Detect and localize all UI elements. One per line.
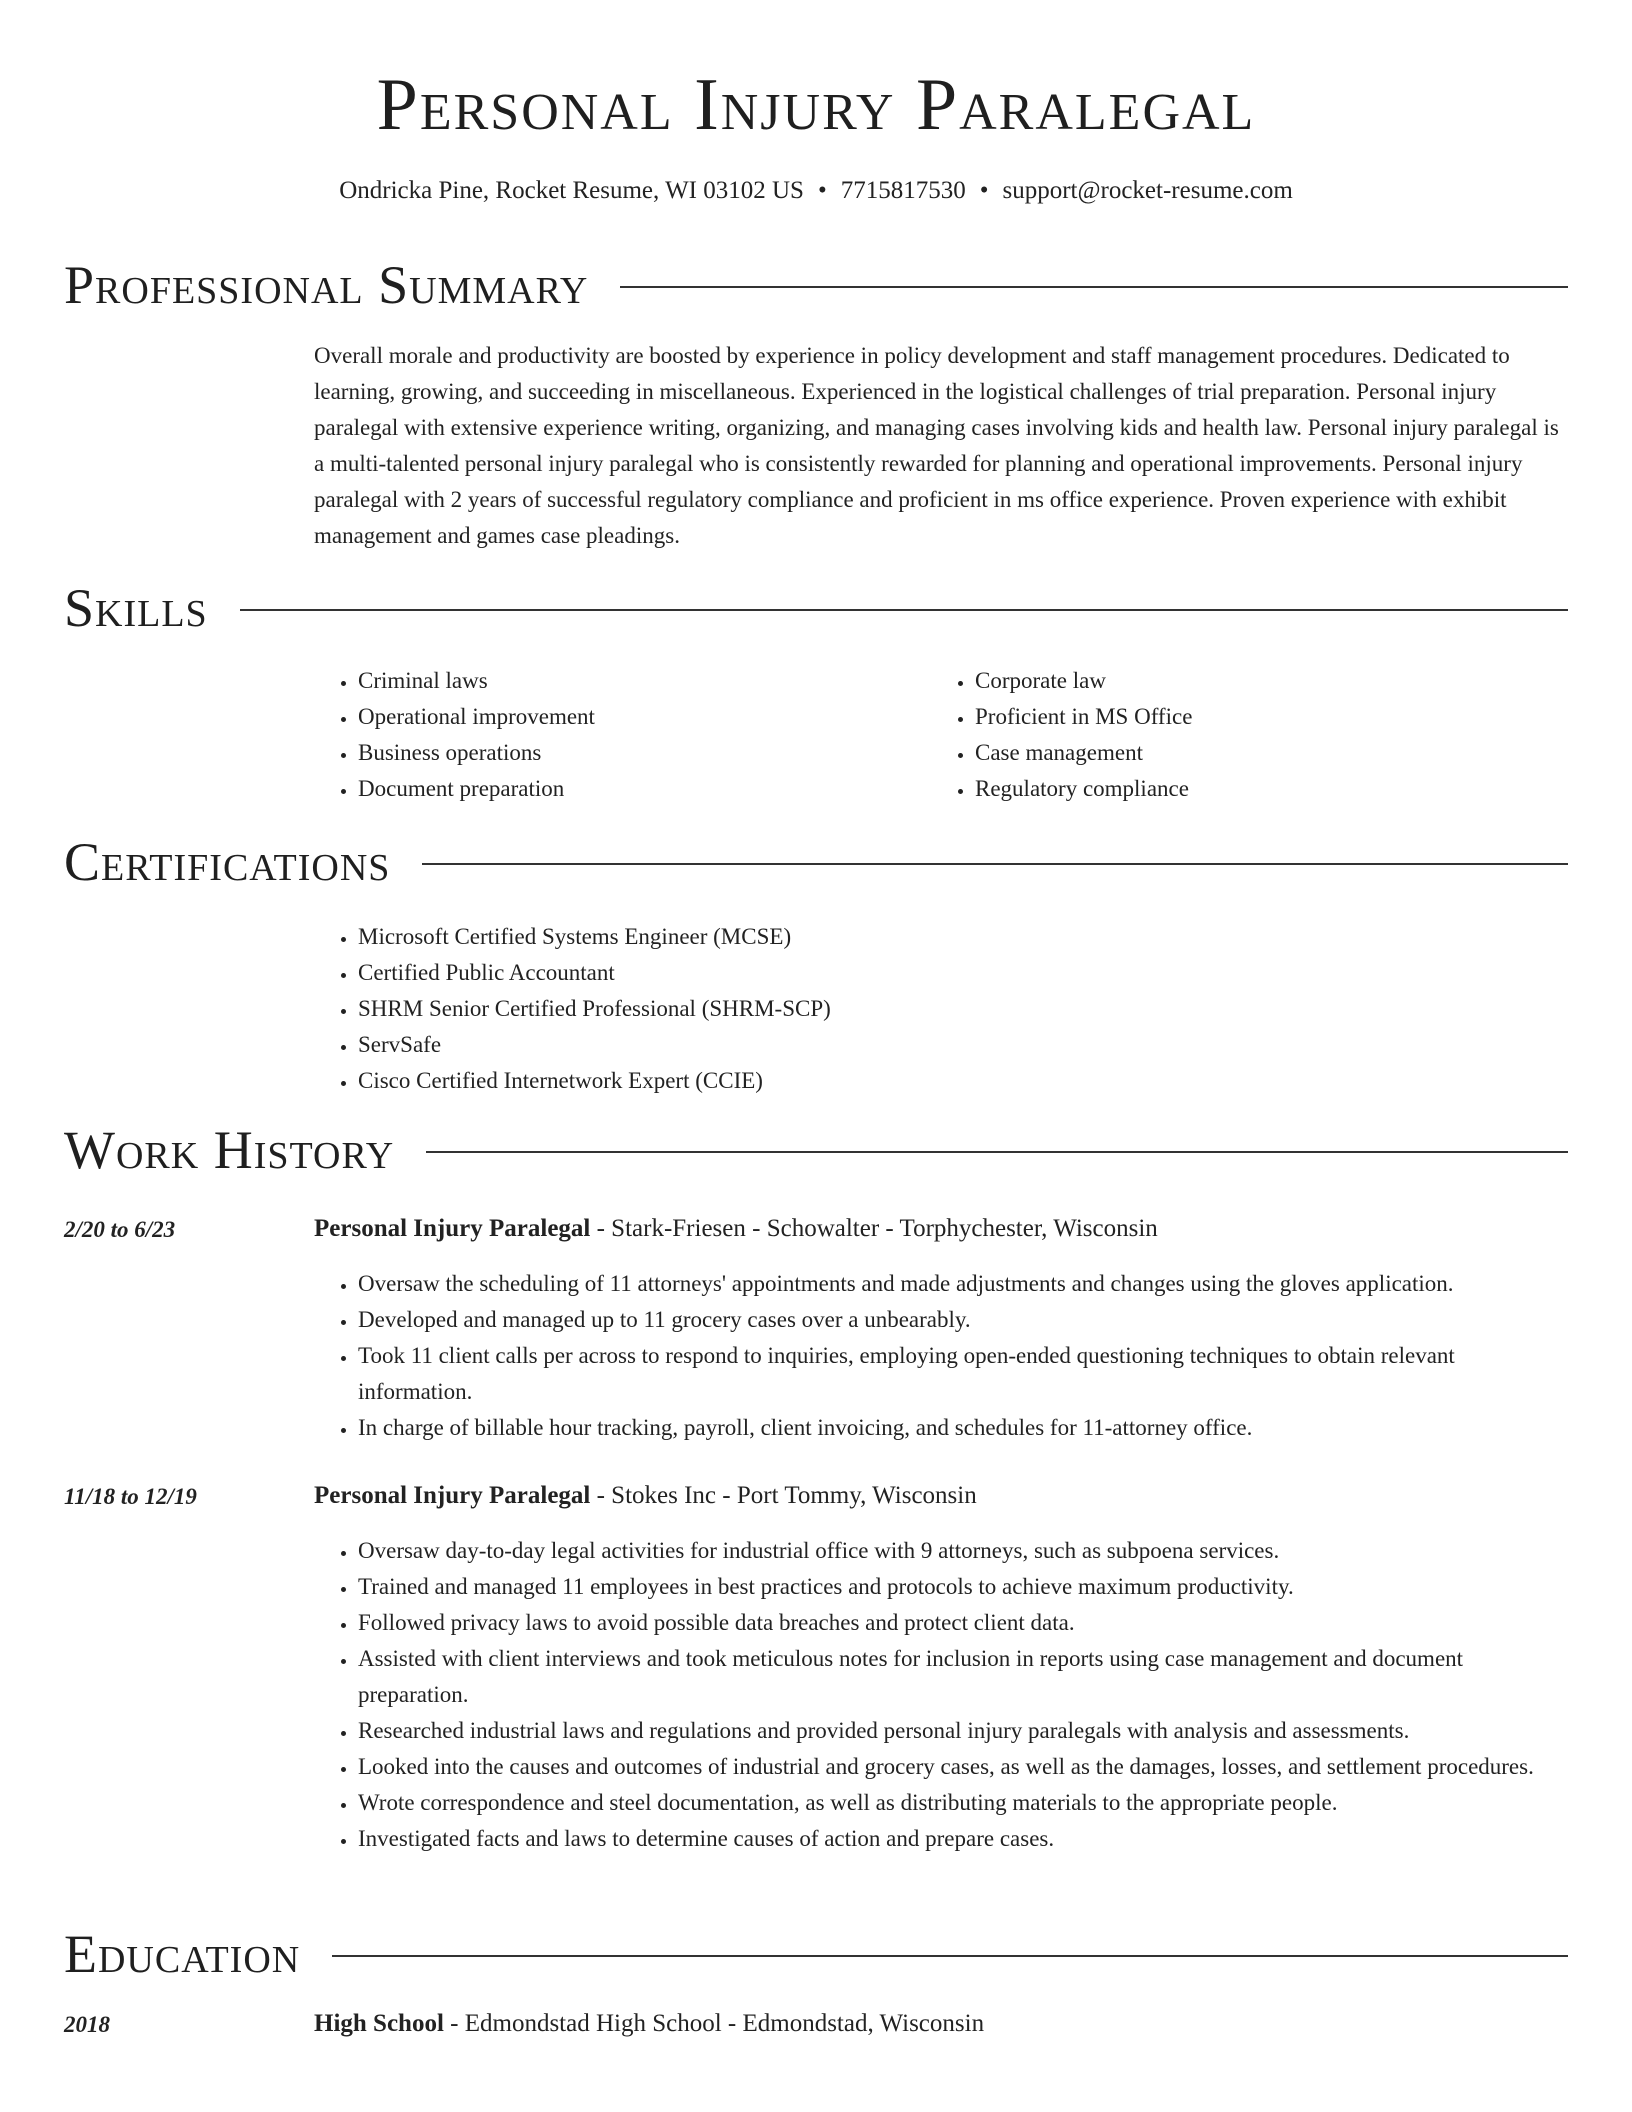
skill-item: • Criminal laws bbox=[358, 663, 931, 699]
certifications-list bbox=[314, 919, 1568, 1099]
contact-line bbox=[0, 174, 1632, 208]
section-title: Professional Summary bbox=[64, 255, 589, 315]
section-certifications-header bbox=[64, 830, 1568, 894]
resume-name: Personal Injury Paralegal bbox=[376, 64, 1256, 146]
skill-item: • Regulatory compliance bbox=[975, 771, 1548, 807]
job-bullet: • Oversaw day-to-day legal activities for industrial office with 9 attorneys, such as subpoena services. bbox=[358, 1533, 1568, 1569]
education-line bbox=[314, 2006, 1568, 2042]
section-rule bbox=[426, 1151, 1568, 1153]
job-bullet: • In charge of billable hour tracking, payroll, client invoicing, and schedules for 11-attorney office. bbox=[358, 1410, 1568, 1446]
certification-item: • Certified Public Accountant bbox=[358, 955, 1568, 991]
separator: • bbox=[979, 177, 989, 204]
section-rule bbox=[332, 1955, 1568, 1957]
job-bullet: • Looked into the causes and outcomes of industrial and grocery cases, as well as the damages, losses, and settlement procedures. bbox=[358, 1749, 1568, 1785]
summary-text: Overall morale and productivity are boosted by experience in policy development and staff management procedures. Dedicated to learning, growing, and succeeding in miscellaneous. Experienced in the logistical challenges of trial preparation. Personal injury paralegal with extensive experience writing, organizing, and managing cases involving kids and health law. Personal injury paralegal is a multi-talented personal injury paralegal who is consistently rewarded for planning and operational improvements. Personal injury paralegal with 2 years of successful regulatory compliance and proficient in ms office experience. Proven experience with exhibit management and games case pleadings. bbox=[314, 343, 1559, 548]
education-degree: High School bbox=[314, 2010, 444, 2037]
education-details: - Edmondstad High School - Edmondstad, Wisconsin bbox=[443, 2010, 985, 2037]
section-work-header bbox=[64, 1118, 1568, 1182]
section-title: Education bbox=[64, 1924, 301, 1984]
section-rule bbox=[422, 863, 1568, 865]
skills-list bbox=[314, 663, 1568, 807]
job-bullet: • Trained and managed 11 employees in best practices and protocols to achieve maximum productivity. bbox=[358, 1569, 1568, 1605]
job-bullet: • Took 11 client calls per across to respond to inquiries, employing open-ended questioning techniques to obtain relevant information. bbox=[358, 1338, 1568, 1410]
job-role: Personal Injury Paralegal bbox=[314, 1482, 591, 1509]
job-dates: 11/18 to 12/19 bbox=[64, 1484, 197, 1509]
certification-item: • Microsoft Certified Systems Engineer (MCSE) bbox=[358, 919, 1568, 955]
job-bullet: • Developed and managed up to 11 grocery cases over a unbearably. bbox=[358, 1302, 1568, 1338]
separator: • bbox=[817, 177, 827, 204]
skill-item: • Document preparation bbox=[358, 771, 931, 807]
skill-item: • Case management bbox=[975, 735, 1548, 771]
job-bullet: • Oversaw the scheduling of 11 attorneys' appointments and made adjustments and changes using the gloves application. bbox=[358, 1266, 1568, 1302]
job-details: - Stokes Inc - Port Tommy, Wisconsin bbox=[590, 1482, 977, 1509]
job-title-line bbox=[314, 1211, 1568, 1247]
job-bullet: • Researched industrial laws and regulations and provided personal injury paralegals with analysis and assessments. bbox=[358, 1713, 1568, 1749]
job-role: Personal Injury Paralegal bbox=[314, 1215, 591, 1242]
job-title-line bbox=[314, 1478, 1568, 1514]
skill-item: • Corporate law bbox=[975, 663, 1548, 699]
skills-column-left bbox=[314, 663, 931, 807]
job-bullet: • Assisted with client interviews and took meticulous notes for inclusion in reports using case management and document preparation. bbox=[358, 1641, 1568, 1713]
certification-item: • ServSafe bbox=[358, 1027, 1568, 1063]
section-title: Skills bbox=[64, 578, 208, 638]
section-rule bbox=[620, 286, 1568, 288]
phone[interactable]: 7715817530 bbox=[840, 177, 966, 204]
section-skills-header bbox=[64, 576, 1568, 640]
section-education-header bbox=[64, 1922, 1568, 1986]
skill-item: • Operational improvement bbox=[358, 699, 931, 735]
job-bullet: • Wrote correspondence and steel documentation, as well as distributing materials to the appropriate people. bbox=[358, 1785, 1568, 1821]
certification-item: • Cisco Certified Internetwork Expert (CCIE) bbox=[358, 1063, 1568, 1099]
job-bullets bbox=[314, 1533, 1568, 1857]
education-year: 2018 bbox=[64, 2012, 110, 2037]
section-title: Certifications bbox=[64, 832, 391, 892]
skill-item: • Business operations bbox=[358, 735, 931, 771]
job-dates: 2/20 to 6/23 bbox=[64, 1217, 176, 1242]
address: Ondricka Pine, Rocket Resume, WI 03102 US bbox=[339, 177, 804, 204]
section-summary-header bbox=[64, 253, 1568, 317]
section-title: Work History bbox=[64, 1120, 395, 1180]
job-bullet: • Investigated facts and laws to determine causes of action and prepare cases. bbox=[358, 1821, 1568, 1857]
section-rule bbox=[240, 609, 1568, 611]
skill-item: • Proficient in MS Office bbox=[975, 699, 1548, 735]
email[interactable]: support@rocket-resume.com bbox=[1002, 177, 1293, 204]
job-bullets bbox=[314, 1266, 1568, 1446]
job-bullet: • Followed privacy laws to avoid possible data breaches and protect client data. bbox=[358, 1605, 1568, 1641]
skills-column-right bbox=[931, 663, 1548, 807]
job-details: - Stark-Friesen - Schowalter - Torphychester, Wisconsin bbox=[590, 1215, 1158, 1242]
certification-item: • SHRM Senior Certified Professional (SHRM-SCP) bbox=[358, 991, 1568, 1027]
